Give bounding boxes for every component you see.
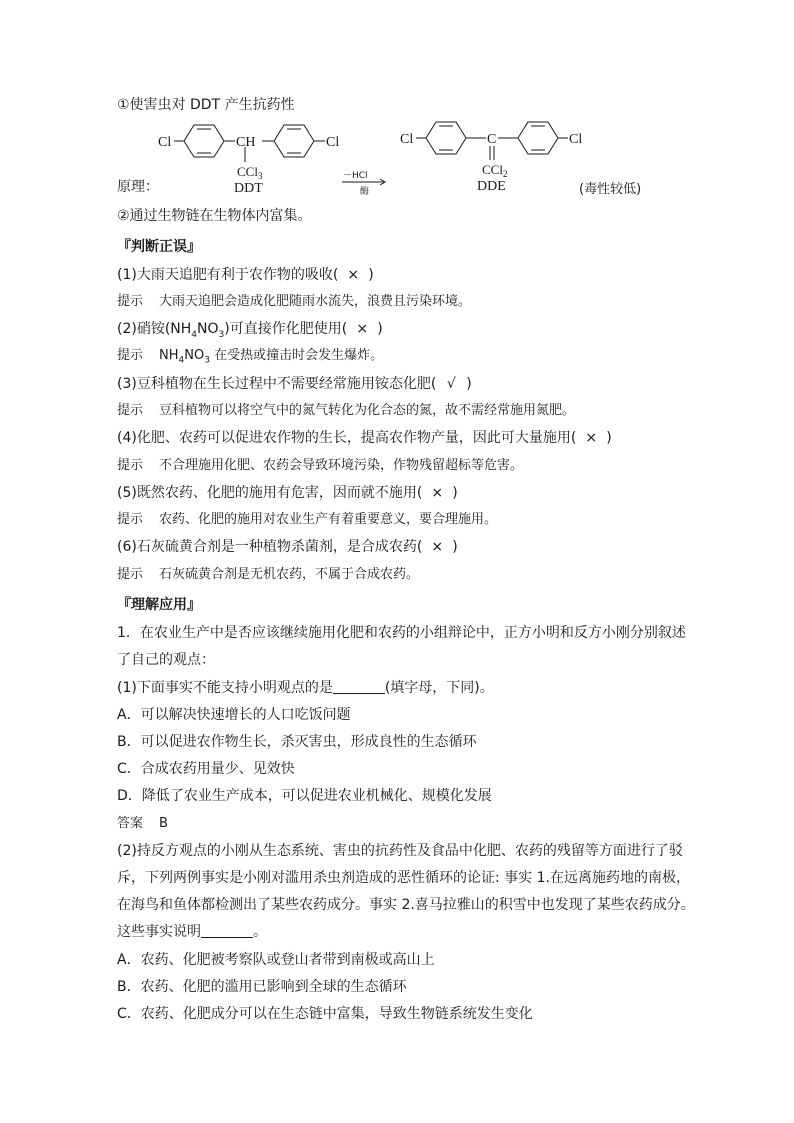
ddt-benzene-right bbox=[274, 125, 314, 157]
principle-label: 原理： bbox=[117, 179, 159, 195]
sub2-line-4: 这些事实说明 。 bbox=[117, 924, 267, 940]
dde-benzene-right bbox=[518, 122, 558, 154]
sub2-option-c: C．农药、化肥成分可以在生态链中富集，导致生物链系统发生变化 bbox=[117, 1006, 533, 1022]
ddt-label: DDT bbox=[234, 181, 263, 196]
judge-item-6: (6)石灰硫黄合剂是一种植物杀菌剂，是合成农药( × ) bbox=[117, 539, 458, 555]
ddt-ccl3: CCl$_3$ bbox=[237, 164, 263, 181]
question-1-line-2: 了自己的观点： bbox=[117, 652, 215, 668]
point-1: ①使害虫对 DDT 产生抗药性 bbox=[117, 97, 295, 113]
dde-ccl2: CCl$_2$ bbox=[482, 162, 508, 179]
judge-item-4: (4)化肥、农药可以促进农作物的生长，提高农作物产量，因此可大量施用( × ) bbox=[117, 430, 612, 446]
judge-item-2: (2)硝铵$(NH_4NO_3)$可直接作化肥使用( × ) bbox=[117, 321, 383, 340]
sub-question-1: (1)下面事实不能支持小明观点的是 (填字母，下同)。 bbox=[117, 680, 494, 696]
dde-cl-left: Cl bbox=[400, 132, 414, 147]
judge-item-5: (5)既然农药、化肥的施用有危害，因而就不施用( × ) bbox=[117, 485, 458, 501]
judge-mark: × bbox=[356, 321, 369, 337]
judge-mark: × bbox=[431, 539, 444, 555]
sub2-option-a: A．农药、化肥被考察队或登山者带到南极或高山上 bbox=[117, 952, 435, 968]
toxicity-note: (毒性较低) bbox=[579, 182, 642, 197]
arrow-condition-hcl: －HCl bbox=[343, 171, 368, 181]
ddt-cl-right: Cl bbox=[326, 135, 340, 150]
answer-blank-2 bbox=[201, 923, 253, 938]
judge-mark: × bbox=[347, 267, 360, 283]
answer-line: 答案 B bbox=[117, 816, 168, 831]
ddt-cl-left: Cl bbox=[158, 135, 172, 150]
judge-heading: 『判断正误』 bbox=[117, 239, 201, 255]
arrow-condition-enzyme: 酶 bbox=[360, 187, 370, 197]
ddt-to-dde-structure bbox=[150, 120, 650, 200]
judge-hint-3: 提示 豆科植物可以将空气中的氮气转化为化合态的氮，故不需经常施用氮肥。 bbox=[117, 403, 576, 418]
answer-blank-1 bbox=[333, 679, 385, 694]
judge-hint-4: 提示 不合理施用化肥、农药会导致环境污染，作物残留超标等危害。 bbox=[117, 458, 524, 473]
dde-label: DDE bbox=[477, 179, 506, 194]
sub1-option-d: D．降低了农业生产成本，可以促进农业机械化、规模化发展 bbox=[117, 788, 492, 804]
point-2: ②通过生物链在生物体内富集。 bbox=[117, 208, 312, 224]
judge-hint-5: 提示 农药、化肥的施用对农业生产有着重要意义，要合理施用。 bbox=[117, 512, 498, 527]
sub2-line-2: 斥，下列两例事实是小刚对滥用杀虫剂造成的恶性循环的论证: 事实 1.在远离施药地的南极， bbox=[117, 870, 690, 886]
judge-hint-6: 提示 石灰硫黄合剂是无机农药，不属于合成农药。 bbox=[117, 567, 420, 582]
sub1-option-c: C．合成农药用量少、见效快 bbox=[117, 761, 295, 777]
judge-mark: × bbox=[431, 485, 444, 501]
ddt-ch: CH bbox=[236, 135, 256, 150]
dde-c: C bbox=[487, 132, 497, 147]
judge-mark: √ bbox=[446, 376, 456, 392]
sub2-line-1: (2)持反方观点的小刚从生态系统、害虫的抗药性及食品中化肥、农药的残留等方面进行了驳 bbox=[117, 843, 683, 859]
apply-heading: 『理解应用』 bbox=[117, 597, 201, 613]
sub2-line-3: 在海鸟和鱼体都检测出了某些农药成分。事实 2.喜马拉雅山的积雪中也发现了某些农药成分。 bbox=[117, 897, 695, 913]
judge-hint-1: 提示 大雨天追肥会造成化肥随雨水流失，浪费且污染环境。 bbox=[117, 294, 472, 309]
judge-item-3: (3)豆科植物在生长过程中不需要经常施用铵态化肥( √ ) bbox=[117, 376, 472, 392]
question-1-line-1: 1．在农业生产中是否应该继续施用化肥和农药的小组辩论中，正方小明和反方小刚分别叙述 bbox=[117, 625, 686, 641]
judge-hint-2: 提示 $NH_4NO_3$ 在受热或撞击时会发生爆炸。 bbox=[117, 348, 384, 366]
judge-item-1: (1)大雨天追肥有利于农作物的吸收( × ) bbox=[117, 267, 374, 283]
sub1-option-b: B．可以促进农作物生长，杀灭害虫，形成良性的生态循环 bbox=[117, 734, 477, 750]
judge-mark: × bbox=[585, 430, 598, 446]
sub1-option-a: A．可以解决快速增长的人口吃饭问题 bbox=[117, 707, 351, 723]
ddt-benzene-left bbox=[184, 125, 224, 157]
dde-cl-right: Cl bbox=[569, 132, 583, 147]
dde-benzene-left bbox=[426, 122, 466, 154]
sub2-option-b: B．农药、化肥的滥用已影响到全球的生态循环 bbox=[117, 979, 407, 995]
